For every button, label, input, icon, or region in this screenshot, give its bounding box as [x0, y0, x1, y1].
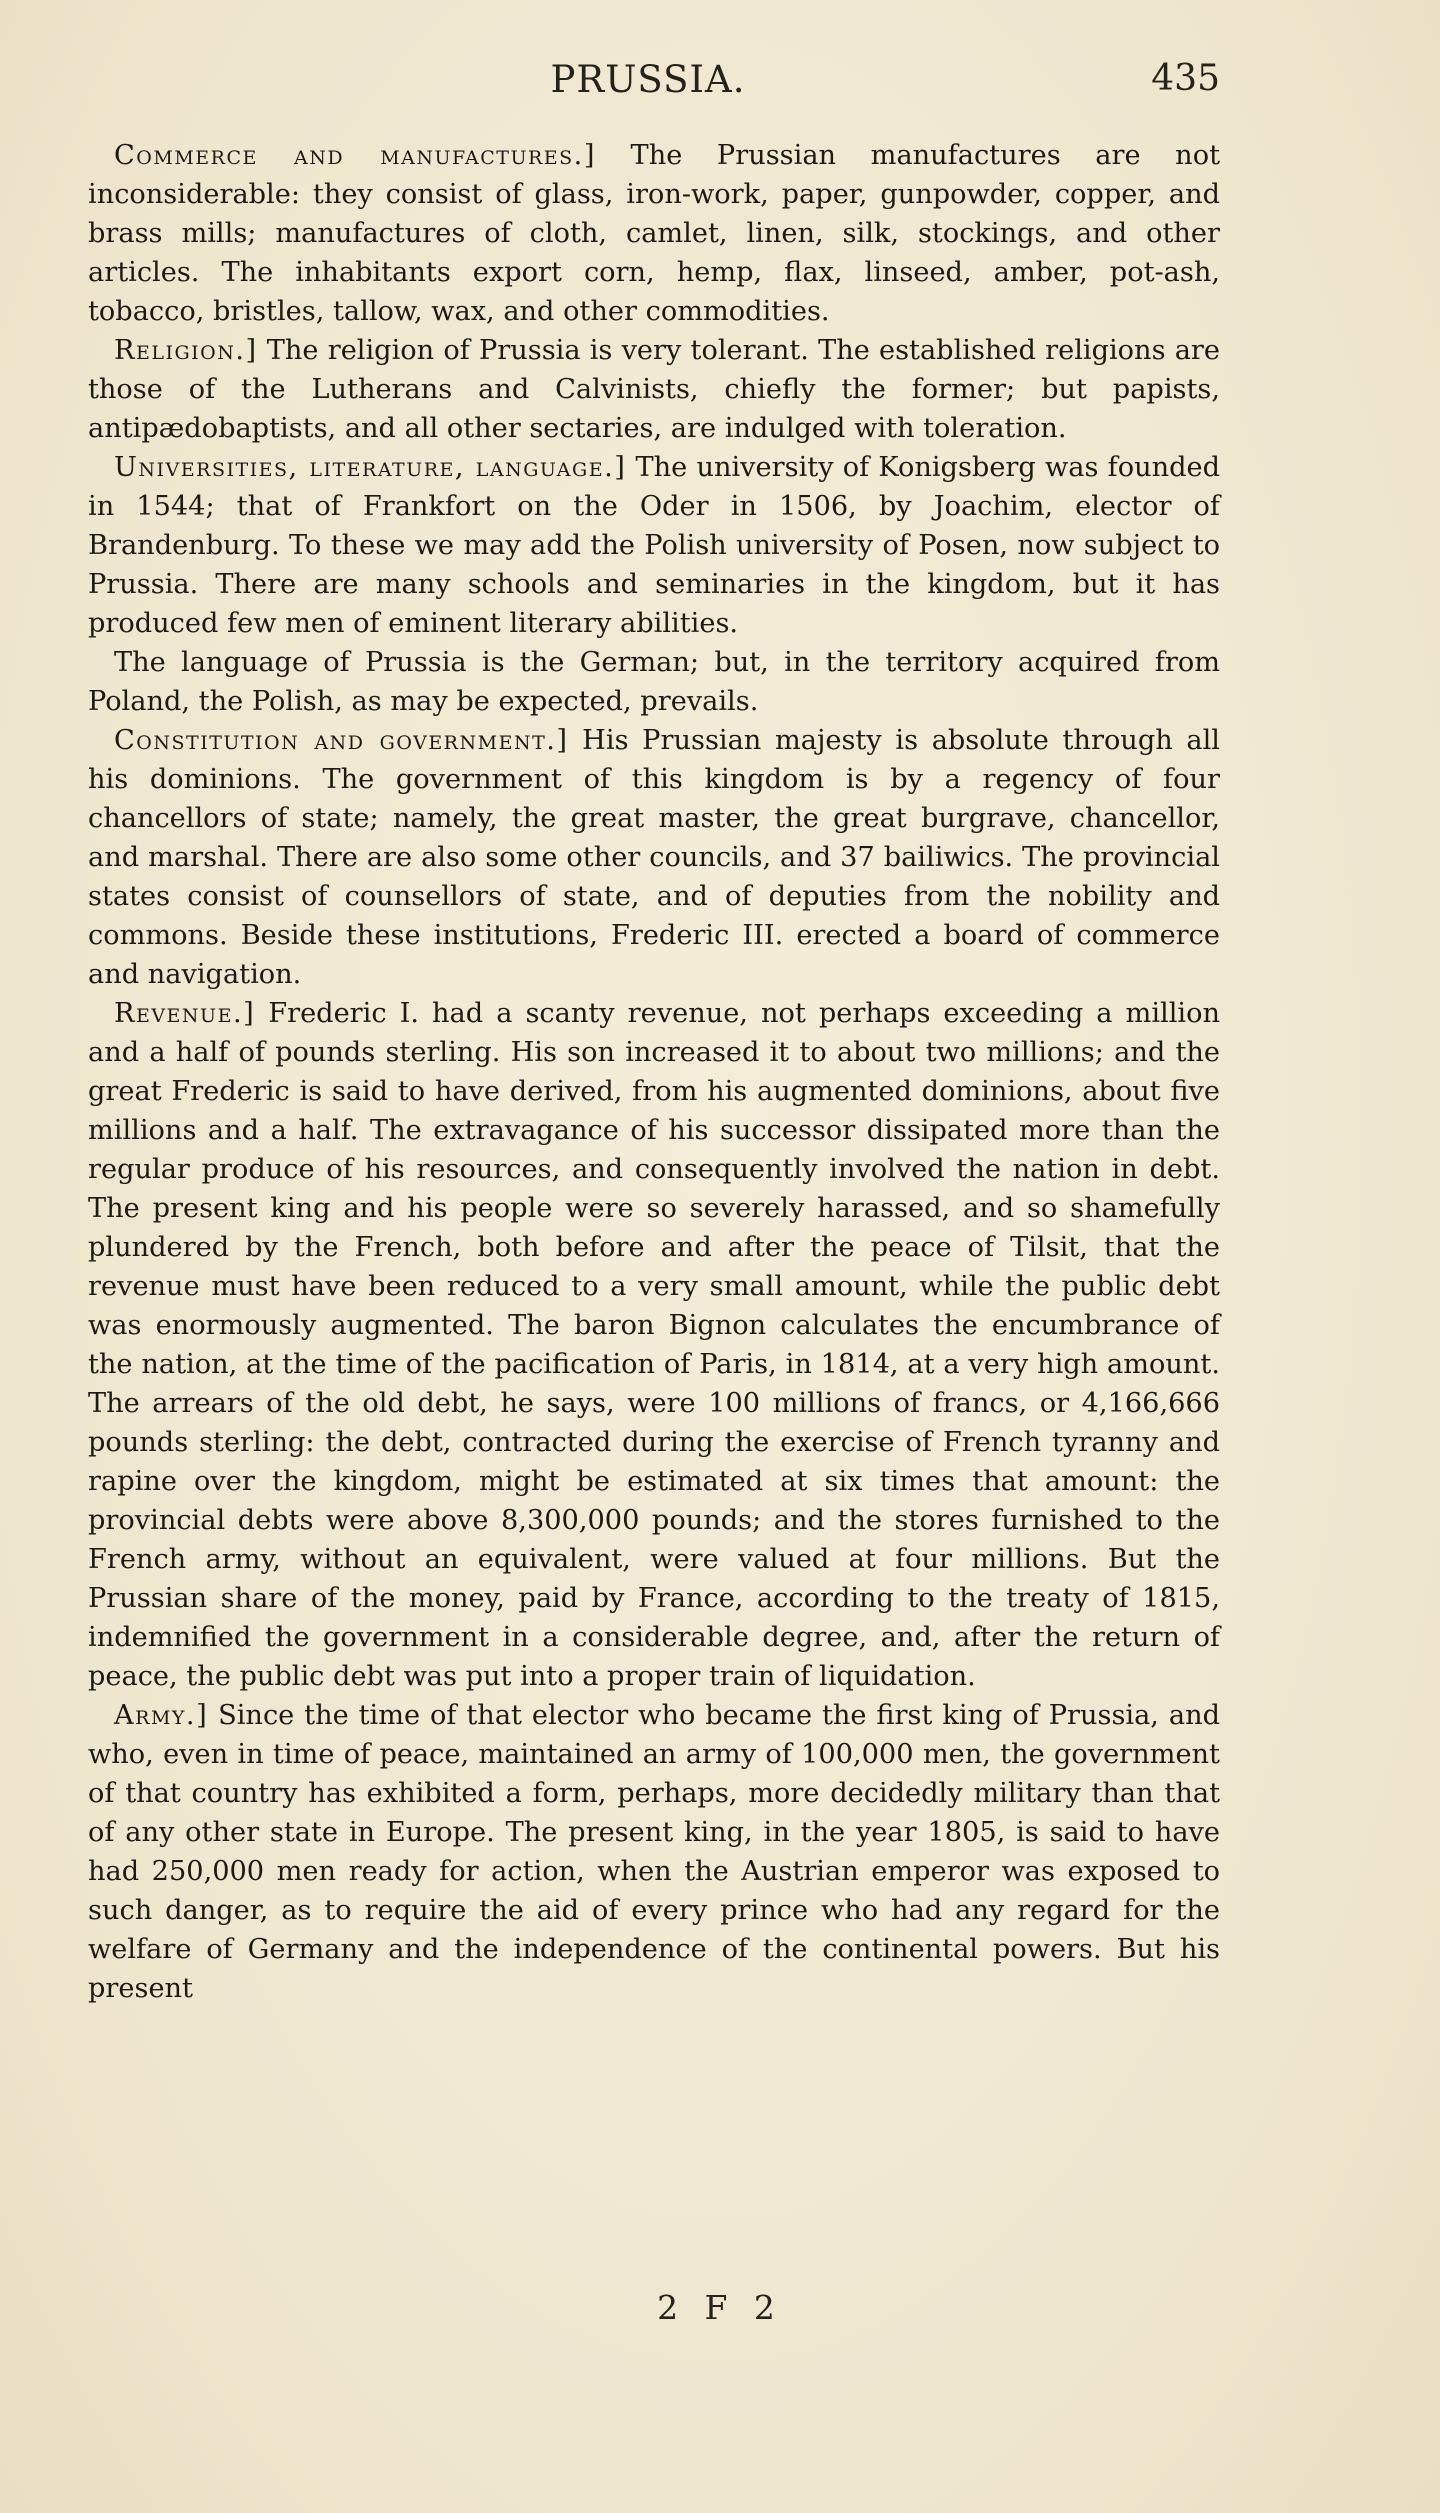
- page-title: PRUSSIA.: [550, 58, 746, 101]
- section-heading-constitution: Constitution and government.]: [114, 725, 569, 756]
- paragraph-text-universities: The university of Konigsberg was founded in 1544; that of Frankfort on the Oder in 1506, by Joachim, elector of Brandenburg. To these we may add the Polish university of Posen, now subject to Prussia. There are many schools and seminaries in the kingdom, but it has produced few men of eminent literary abilities.: [88, 452, 1220, 639]
- paragraph-text-religion: The religion of Prussia is very tolerant. The established religions are those of the Lutherans and Calvinists, chiefly the former; but papists, antipædobaptists, and all other sectaries, are indulged with toleration.: [88, 335, 1220, 444]
- running-head: [88, 58, 1220, 108]
- paragraph-text-constitution: His Prussian majesty is absolute through all his dominions. The government of this kingdom is by a regency of four chancellors of state; namely, the great master, the great burgrave, chancellor, and marshal. There are also some other councils, and 37 bailiwics. The provincial states consist of counsellors of state, and of deputies from the nobility and commons. Beside these institutions, Frederic III. erected a board of commerce and navigation.: [88, 725, 1220, 990]
- section-heading-commerce: Commerce and manufactures.]: [114, 140, 596, 171]
- signature-mark: 2 F 2: [657, 2288, 783, 2327]
- paragraph-religion: [88, 331, 1220, 448]
- paragraph-commerce: [88, 136, 1220, 331]
- body-text: [88, 136, 1220, 2008]
- paragraph-text-commerce: The Prussian manufactures are not inconsiderable: they consist of glass, iron-work, paper, gunpowder, copper, and brass mills; manufactures of cloth, camlet, linen, silk, stockings, and other articles. The inhabitants export corn, hemp, flax, linseed, amber, pot-ash, tobacco, bristles, tallow, wax, and other commodities.: [88, 140, 1220, 327]
- paragraph-text-army: Since the time of that elector who became the first king of Prussia, and who, even in time of peace, maintained an army of 100,000 men, the government of that country has exhibited a form, perhaps, more decidedly military than that of any other state in Europe. The present king, in the year 1805, is said to have had 250,000 men ready for action, when the Austrian emperor was exposed to such danger, as to require the aid of every prince who had any regard for the welfare of Germany and the independence of the continental powers. But his present: [88, 1700, 1220, 2004]
- section-heading-universities: Universities, literature, language.]: [114, 452, 627, 483]
- paragraph-revenue: [88, 994, 1220, 1696]
- paragraph-universities: [88, 448, 1220, 643]
- paragraph-language: [88, 643, 1220, 721]
- section-heading-revenue: Revenue.]: [114, 998, 256, 1029]
- paragraph-text-revenue: Frederic I. had a scanty revenue, not perhaps exceeding a million and a half of pounds sterling. His son increased it to about two millions; and the great Frederic is said to have derived, from his augmented dominions, about five millions and a half. The extravagance of his successor dissipated more than the regular produce of his resources, and consequently involved the nation in debt. The present king and his people were so severely harassed, and so shamefully plundered by the French, both before and after the peace of Tilsit, that the revenue must have been reduced to a very small amount, while the public debt was enormously augmented. The baron Bignon calculates the encumbrance of the nation, at the time of the pacification of Paris, in 1814, at a very high amount. The arrears of the old debt, he says, were 100 millions of francs, or 4,166,666 pounds sterling: the debt, contracted during the exercise of French tyranny and rapine over the kingdom, might be estimated at six times that amount: the provincial debts were above 8,300,000 pounds; and the stores furnished to the French army, without an equivalent, were valued at four millions. But the Prussian share of the money, paid by France, according to the treaty of 1815, indemnified the government in a considerable degree, and, after the return of peace, the public debt was put into a proper train of liquidation.: [88, 998, 1220, 1692]
- paragraph-constitution: [88, 721, 1220, 994]
- section-heading-religion: Religion.]: [114, 335, 258, 366]
- paragraph-text-language: The language of Prussia is the German; but, in the territory acquired from Poland, the Polish, as may be expected, prevails.: [88, 647, 1220, 717]
- paragraph-army: [88, 1696, 1220, 2008]
- section-heading-army: Army.]: [114, 1700, 209, 1731]
- page-number: 435: [1151, 58, 1220, 99]
